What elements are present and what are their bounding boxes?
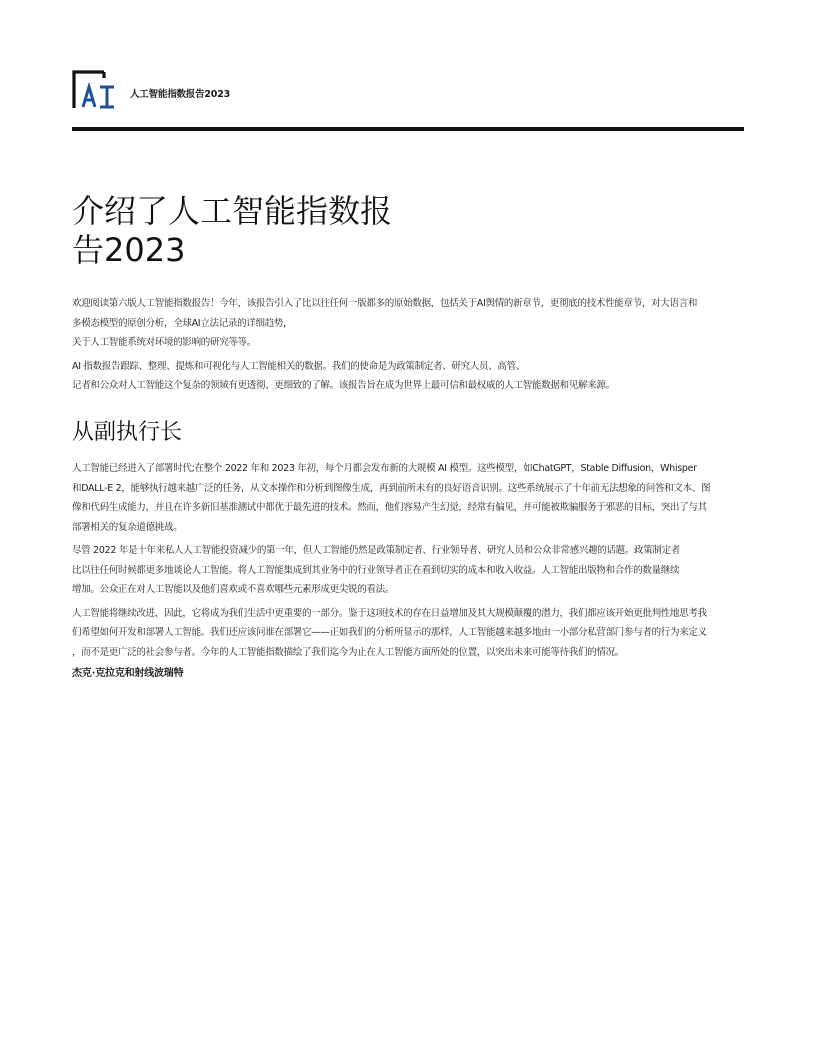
intro-section <box>72 294 744 396</box>
ai-index-logo <box>72 70 118 110</box>
intro-line: 欢迎阅读第六版人工智能指数报告！今年，该报告引入了比以往任何一版都多的原始数据，包括关于AI舆情的新章节，更彻底的技术性能章节，对大语言和 <box>72 298 698 309</box>
body-line: 和DALL-E 2，能够执行越来越广泛的任务，从文本操作和分析到图像生成，再到前所未有的良好语音识别。这些系统展示了十年前无法想象的问答和文本、图 <box>72 482 711 494</box>
body-line: 尽管 2022 年是十年来私人人工智能投资减少的第一年，但人工智能仍然是政策制定者、行业领导者、研究人员和公众非常感兴趣的话题。政策制定者 <box>72 545 681 556</box>
intro-line: 关于人工智能系统对环境的影响的研究等等。 <box>72 337 257 348</box>
section-title: 从副执行长 <box>72 420 183 445</box>
body-line: 部署相关的复杂道德挑战。 <box>72 521 183 533</box>
signature: 杰克·克拉克和射线波瑞特 <box>72 668 184 679</box>
page-title-line-2: 告2023 <box>72 231 186 269</box>
body-line: 比以往任何时候都更多地谈论人工智能。将人工智能集成到其业务中的行业领导者正在看到切实的成本和收入收益。人工智能出版物和合作的数量继续 <box>72 564 680 576</box>
paragraph-3 <box>72 604 744 663</box>
body-section <box>72 459 744 684</box>
intro-line: 多模态模型的原创分析，全球AI立法记录的详细趋势， <box>72 317 293 329</box>
page-header <box>72 70 744 110</box>
intro-line: 记者和公众对人工智能这个复杂的领域有更透彻、更细致的了解。该报告旨在成为世界上最可信和最权威的人工智能数据和见解来源。 <box>72 380 615 391</box>
body-line: ，而不是更广泛的社会参与者。今年的人工智能指数描绘了我们迄今为止在人工智能方面所处的位置，以突出未来可能等待我们的情况。 <box>72 646 625 658</box>
body-line: 增加。公众正在对人工智能以及他们喜欢或不喜欢哪些元素形成更尖锐的看法。 <box>72 584 395 595</box>
header-divider <box>72 127 744 131</box>
page-title-line-1: 介绍了人工智能指数报 <box>72 192 393 230</box>
page-title <box>72 192 452 270</box>
body-line: 人工智能已经进入了部署时代;在整个 2022 年和 2023 年初，每个月都会发布新的大规模 AI 模型。这些模型，如ChatGPT，Stable Diffusion，Whisper <box>72 463 697 474</box>
header-title: 人工智能指数报告2023 <box>130 89 231 100</box>
intro-line: AI 指数报告跟踪、整理、提炼和可视化与人工智能相关的数据。我们的使命是为政策制定者、研究人员、高管、 <box>72 360 526 372</box>
paragraph-2 <box>72 541 744 600</box>
body-line: 人工智能将继续改进，因此，它将成为我们生活中更重要的一部分。鉴于这项技术的存在日益增加及其大规模颠覆的潜力，我们都应该开始更批判性地思考我 <box>72 607 707 619</box>
body-line: 们希望如何开发和部署人工智能。我们还应该问谁在部署它——正如我们的分析所显示的那样，人工智能越来越多地由一小部分私营部门参与者的行为来定义 <box>72 627 707 638</box>
body-line: 像和代码生成能力，并且在许多新旧基准测试中都优于最先进的技术。然而，他们容易产生幻觉，经常有偏见，并可能被欺骗服务于邪恶的目标，突出了与其 <box>72 502 707 513</box>
paragraph-1 <box>72 459 744 537</box>
